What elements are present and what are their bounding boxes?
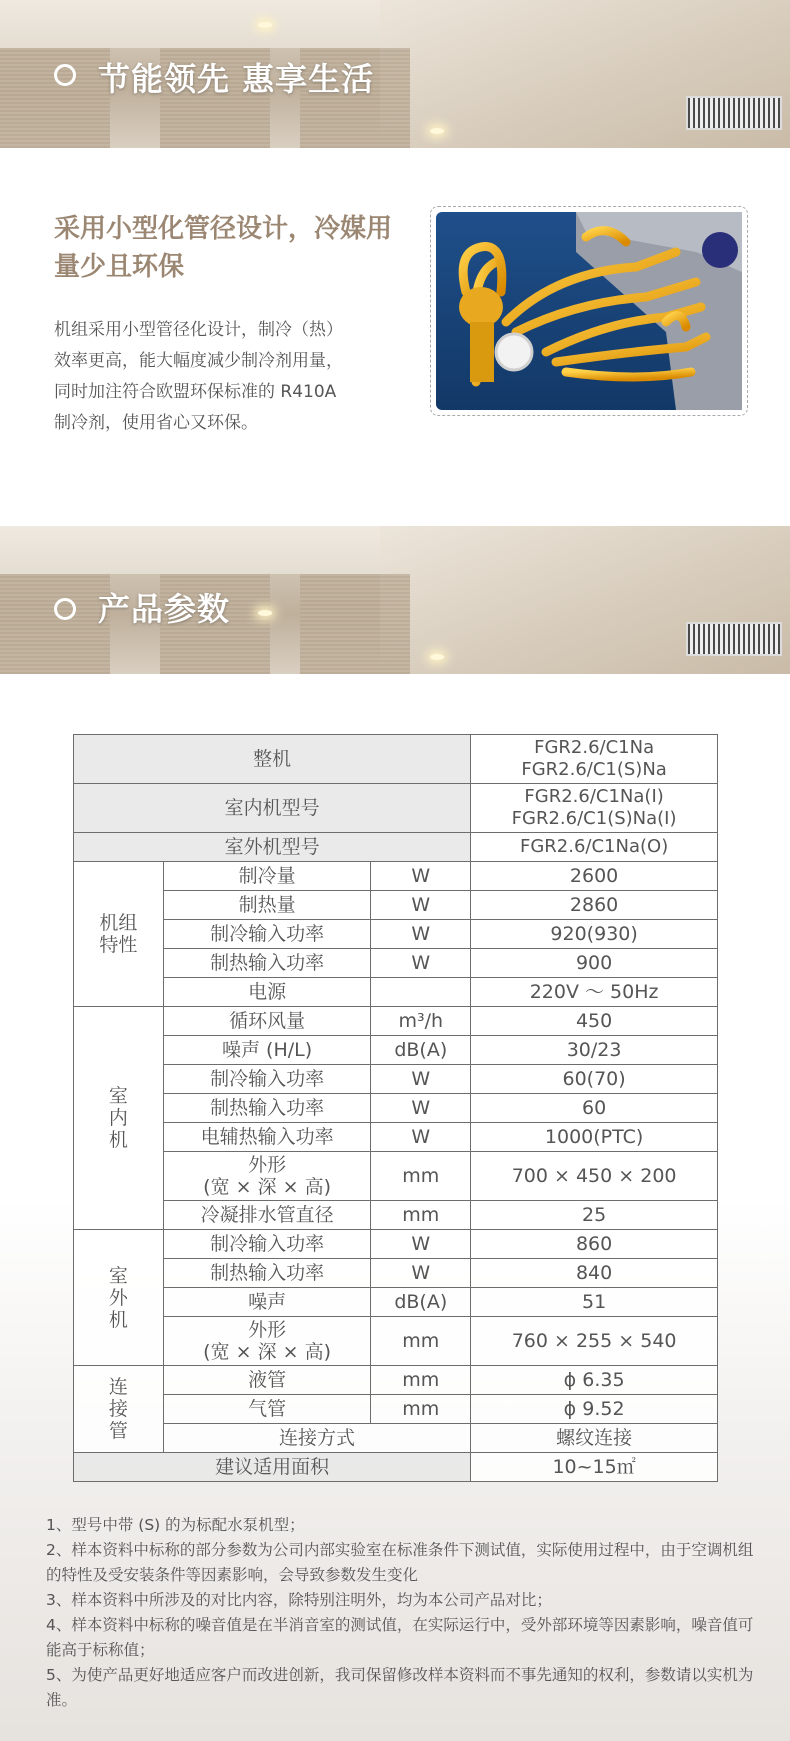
feature-description: 机组采用小型管径化设计，制冷（热）效率更高，能大幅度减少制冷剂用量，同时加注符合欧盟环保标准的 R410A 制冷剂，使用省心又环保。 [54, 320, 343, 433]
table-row [74, 1152, 718, 1201]
note-item: 3、样本资料中所涉及的对比内容，除特别注明外，均为本公司产品对比； [46, 1591, 552, 1609]
spec-group-label: 室 内 机 [74, 1007, 164, 1230]
spec-unit: W [371, 920, 471, 949]
table-row [74, 949, 718, 978]
spec-label: 整机 [74, 735, 471, 784]
spec-value: 920(930) [471, 920, 718, 949]
spec-value: 51 [471, 1288, 718, 1317]
spec-value: FGR2.6/C1Na(O) [471, 833, 718, 862]
spec-item: 连接方式 [163, 1424, 470, 1453]
table-row [74, 1094, 718, 1123]
table-row [74, 862, 718, 891]
spec-value: 220V ～ 50Hz [471, 978, 718, 1007]
table-row [74, 784, 718, 833]
note-item: 4、样本资料中标称的噪音值是在半消音室的测试值，在实际运行中，受外部环境等因素影响，噪音值可能高于标称值； [46, 1616, 754, 1659]
spec-item: 制冷输入功率 [163, 1065, 371, 1094]
table-row [74, 891, 718, 920]
table-row [74, 833, 718, 862]
refrigerant-pipe-image [430, 206, 748, 416]
table-row [74, 1259, 718, 1288]
spec-value: FGR2.6/C1Na(I) FGR2.6/C1(S)Na(I) [471, 784, 718, 833]
spec-label: 室外机型号 [74, 833, 471, 862]
spec-item: 制冷量 [163, 862, 371, 891]
table-row [74, 1065, 718, 1094]
spec-unit: W [371, 1230, 471, 1259]
spec-value: 2860 [471, 891, 718, 920]
spec-unit: W [371, 862, 471, 891]
section-banner-energy [0, 0, 790, 148]
spec-item: 气管 [163, 1395, 371, 1424]
air-vent [686, 96, 782, 130]
table-row [74, 1366, 718, 1395]
spec-value: 60(70) [471, 1065, 718, 1094]
spec-value: FGR2.6/C1Na FGR2.6/C1(S)Na [471, 735, 718, 784]
spec-item: 噪声 (H/L) [163, 1036, 371, 1065]
table-row [74, 1288, 718, 1317]
spec-group-label: 连 接 管 [74, 1366, 164, 1453]
spec-item: 外形 (宽 × 深 × 高) [163, 1152, 371, 1201]
spec-item: 冷凝排水管直径 [163, 1201, 371, 1230]
spec-unit: m³/h [371, 1007, 471, 1036]
spec-value: 25 [471, 1201, 718, 1230]
table-row [74, 920, 718, 949]
feature-title: 采用小型化管径设计，冷媒用量少且环保 [54, 214, 393, 282]
spec-item: 制热量 [163, 891, 371, 920]
table-row [74, 1453, 718, 1482]
spec-unit: W [371, 1259, 471, 1288]
spec-label: 室内机型号 [74, 784, 471, 833]
spec-unit: W [371, 1123, 471, 1152]
ceiling-lamp [258, 22, 272, 28]
table-row [74, 978, 718, 1007]
spec-unit: W [371, 1094, 471, 1123]
spec-unit: dB(A) [371, 1036, 471, 1065]
spec-unit: mm [371, 1395, 471, 1424]
spec-unit: mm [371, 1152, 471, 1201]
spec-table [73, 734, 718, 1482]
spec-item: 电源 [163, 978, 371, 1007]
table-row [74, 1123, 718, 1152]
ceiling-lamp [258, 610, 272, 616]
wall-panel-decor [0, 574, 110, 674]
spec-item: 电辅热输入功率 [163, 1123, 371, 1152]
section-banner-params [0, 526, 790, 674]
spec-value: 760 × 255 × 540 [471, 1317, 718, 1366]
spec-item: 制热输入功率 [163, 949, 371, 978]
spec-value: 860 [471, 1230, 718, 1259]
spec-value: 30/23 [471, 1036, 718, 1065]
spec-item: 循环风量 [163, 1007, 371, 1036]
air-vent [686, 622, 782, 656]
spec-value: 700 × 450 × 200 [471, 1152, 718, 1201]
spec-item: 制热输入功率 [163, 1094, 371, 1123]
spec-value: 60 [471, 1094, 718, 1123]
table-row [74, 1230, 718, 1259]
circle-bullet-icon [54, 64, 76, 86]
spec-item: 外形 (宽 × 深 × 高) [163, 1317, 371, 1366]
spec-value: 900 [471, 949, 718, 978]
circle-bullet-icon [54, 598, 76, 620]
ceiling-lamp [430, 128, 444, 134]
note-item: 1、型号中带 (S) 的为标配水泵机型； [46, 1516, 305, 1534]
spec-item: 噪声 [163, 1288, 371, 1317]
spec-value: 10~15㎡ [471, 1453, 718, 1482]
table-row [74, 1007, 718, 1036]
note-item: 2、样本资料中标称的部分参数为公司内部实验室在标准条件下测试值，实际使用过程中，由于空调机组的特性及受安装条件等因素影响，会导致参数发生变化 [46, 1541, 754, 1584]
table-row [74, 1424, 718, 1453]
table-row [74, 1395, 718, 1424]
spec-label: 建议适用面积 [74, 1453, 471, 1482]
table-row [74, 1317, 718, 1366]
wall-panel-decor [0, 48, 110, 148]
section-title: 产品参数 [98, 590, 231, 628]
spec-value: 2600 [471, 862, 718, 891]
spec-value: 螺纹连接 [471, 1424, 718, 1453]
spec-unit: mm [371, 1201, 471, 1230]
table-row [74, 1036, 718, 1065]
spec-item: 液管 [163, 1366, 371, 1395]
table-row [74, 735, 718, 784]
spec-group-label: 室 外 机 [74, 1230, 164, 1366]
spec-item: 制冷输入功率 [163, 1230, 371, 1259]
wall-panel-decor [300, 574, 410, 674]
ceiling-lamp [430, 654, 444, 660]
spec-item: 制冷输入功率 [163, 920, 371, 949]
note-item: 5、为使产品更好地适应客户而改进创新，我司保留修改样本资料而不事先通知的权利，参数请以实机为准。 [46, 1666, 754, 1709]
table-row [74, 1201, 718, 1230]
spec-group-label: 机组 特性 [74, 862, 164, 1007]
spec-unit: mm [371, 1366, 471, 1395]
spec-value: 1000(PTC) [471, 1123, 718, 1152]
spec-unit: mm [371, 1317, 471, 1366]
notes [46, 1513, 761, 1713]
spec-unit: W [371, 949, 471, 978]
spec-value: 450 [471, 1007, 718, 1036]
spec-item: 制热输入功率 [163, 1259, 371, 1288]
spec-value: 840 [471, 1259, 718, 1288]
spec-unit: W [371, 891, 471, 920]
section-title: 节能领先 惠享生活 [98, 60, 375, 98]
spec-unit: dB(A) [371, 1288, 471, 1317]
spec-unit [371, 978, 471, 1007]
spec-value: ϕ 9.52 [471, 1395, 718, 1424]
spec-unit: W [371, 1065, 471, 1094]
spec-value: ϕ 6.35 [471, 1366, 718, 1395]
